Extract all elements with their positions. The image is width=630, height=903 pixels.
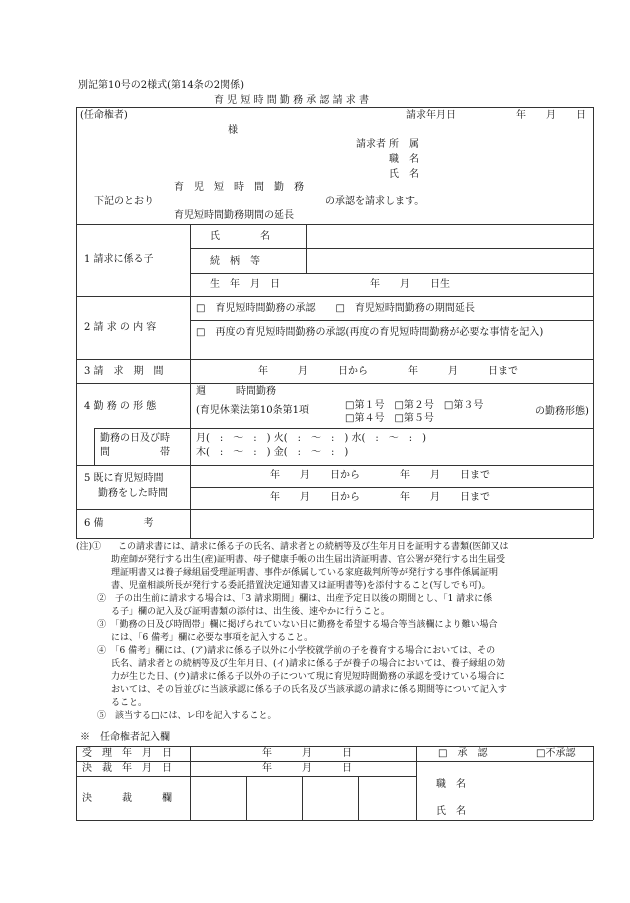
request-period-value[interactable]: 年 月 日から 年 月 日まで [258,366,518,377]
decided-date-label: 決 裁 年 月 日 [82,763,172,774]
form-title: 育 児 短 時 間 勤 務 承 認 請 求 書 [214,95,369,106]
work-type-boxes-2[interactable]: □第４号 □第５号 [345,413,434,424]
approve-checkbox[interactable]: □ 承 認 [438,748,488,759]
note-1-line-1: この請求書には、請求に係る子の氏名、請求者との続柄等及び生年月日を証明する書類(医師又は [118,542,509,552]
honorific-sama: 様 [228,125,238,136]
section5-label-2: 勤務をした時間 [98,488,168,499]
option-period-extension[interactable]: 育児短時間勤務期間の延長 [174,210,294,221]
reject-checkbox[interactable]: □不承認 [536,748,576,759]
note-4-line-4: おいては、その旨並びに当該承認に係る子の氏名及び当該承認の請求に係る期間等について記入す [111,685,507,695]
note-4-line-2: 氏名、請求者との続柄等及び生年月日、(イ)請求に係る子が養子の場合においては、養子縁組の効 [111,659,506,669]
work-days-row-1[interactable]: 月( : ～ : ) 火( : ～ : ) 水( : ～ : ) [196,433,426,444]
appointer-label: (任命権者) [80,110,128,121]
note-3-line-1: ③ 「勤務の日及び時間帯」欄に掲げられていない日に勤務を希望する場合等当該欄により難い場合 [97,620,498,630]
note-1-line-2: 助産師が発行する出生(産)証明書、母子健康手帳の出生届出済証明書、官公署が発行する出生届受 [111,555,506,565]
content-option-a[interactable]: □ 育児短時間勤務の承認 □ 育児短時間勤務の期間延長 [196,303,475,314]
note-5: ⑤ 該当する□には、レ印を記入すること。 [97,711,277,721]
position-field[interactable]: 職 名 [389,154,419,165]
note-4-line-5: ること。 [111,698,148,708]
note-3-line-2: には、「6 備考」欄に必要な事項を記入すること。 [111,633,314,643]
note-4-line-1: ④ 「6 備考」欄には、(ア)請求に係る子以外に小学校就学前の子を養育する場合においては、その [97,646,496,656]
affiliation-field[interactable]: 所 属 [389,139,419,150]
request-day[interactable]: 日 [576,110,586,121]
appointer-section-heading: ※ 任命権者記入欄 [80,732,170,743]
note-2-line-2: る子」欄の記入及び証明書類の添付は、出生後、速やかに行うこと。 [111,607,391,617]
received-date-value[interactable]: 年 月 日 [262,748,352,759]
section2-label: 2 請 求 の 内 容 [84,322,157,333]
note-1-line-3: 理証明書又は養子縁組届受理証明書、事件が係属している家庭裁判所等が発行する事件係属証明 [111,568,499,578]
work-type-suffix: の勤務形態) [535,406,589,417]
request-suffix: の承認を請求します。 [325,196,425,207]
past-period-row-2[interactable]: 年 月 日から 年 月 日まで [270,492,490,503]
form-reference: 別記第10号の2様式(第14条の2関係) [78,80,244,91]
section6-label: 6 備 考 [84,518,154,529]
option-short-time-work[interactable]: 育 児 短 時 間 勤 務 [174,182,304,193]
work-type-boxes-1[interactable]: □第１号 □第２号 □第３号 [345,400,484,411]
past-period-row-1[interactable]: 年 月 日から 年 月 日まで [270,470,490,481]
section3-label: 3 請 求 期 間 [84,366,164,377]
note-1-line-4: 書、児童相談所長が発行する委託措置決定通知書又は証明書等)を添付すること(写しでも可)。 [111,581,491,591]
content-option-b[interactable]: □ 再度の育児短時間勤務の承認(再度の育児短時間勤務が必要な事情を記入) [196,327,544,338]
child-birth-label: 生 年 月 日 [210,279,280,290]
section1-label: 1 請求に係る子 [84,254,154,265]
work-days-row-2[interactable]: 木( : ～ : ) 金( : ～ : ) [196,447,349,458]
work-days-label-1: 勤務の日及び時 [100,433,170,444]
notes-prefix: (注)① [76,542,102,552]
request-year[interactable]: 年 [516,110,526,121]
work-days-label-2: 間 帯 [100,447,170,458]
note-2-line-1: ② 子の出生前に請求する場合は、「3 請求期間」欄は、出産予定日以後の期間とし、「1 請求に係 [97,594,493,604]
approver-position[interactable]: 職 名 [436,779,466,790]
law-basis: (育児休業法第10条第1項 [196,405,309,416]
requester-label: 請求者 [356,139,386,150]
approver-name[interactable]: 氏 名 [436,806,466,817]
request-month[interactable]: 月 [546,110,556,121]
child-birth-value[interactable]: 年 月 日生 [370,279,450,290]
name-field[interactable]: 氏 名 [389,169,419,180]
section4-label: 4 勤 務 の 形 態 [84,401,157,412]
child-relation-label: 続 柄 等 [210,256,260,267]
request-date-label: 請求年月日 [406,110,456,121]
below-text: 下記のとおり [94,196,154,207]
decided-date-value[interactable]: 年 月 日 [262,763,352,774]
weekly-hours[interactable]: 週 時間勤務 [196,386,276,397]
note-4-line-3: 力が生じた日、(ウ)請求に係る子以外の子について現に育児短時間勤務の承認を受けている場合に [111,672,505,682]
section5-label-1: 5 既に育児短時間 [84,473,164,484]
child-name-label: 氏 名 [210,231,270,242]
received-date-label: 受 理 年 月 日 [82,748,172,759]
decision-label: 決 裁 欄 [82,793,172,804]
